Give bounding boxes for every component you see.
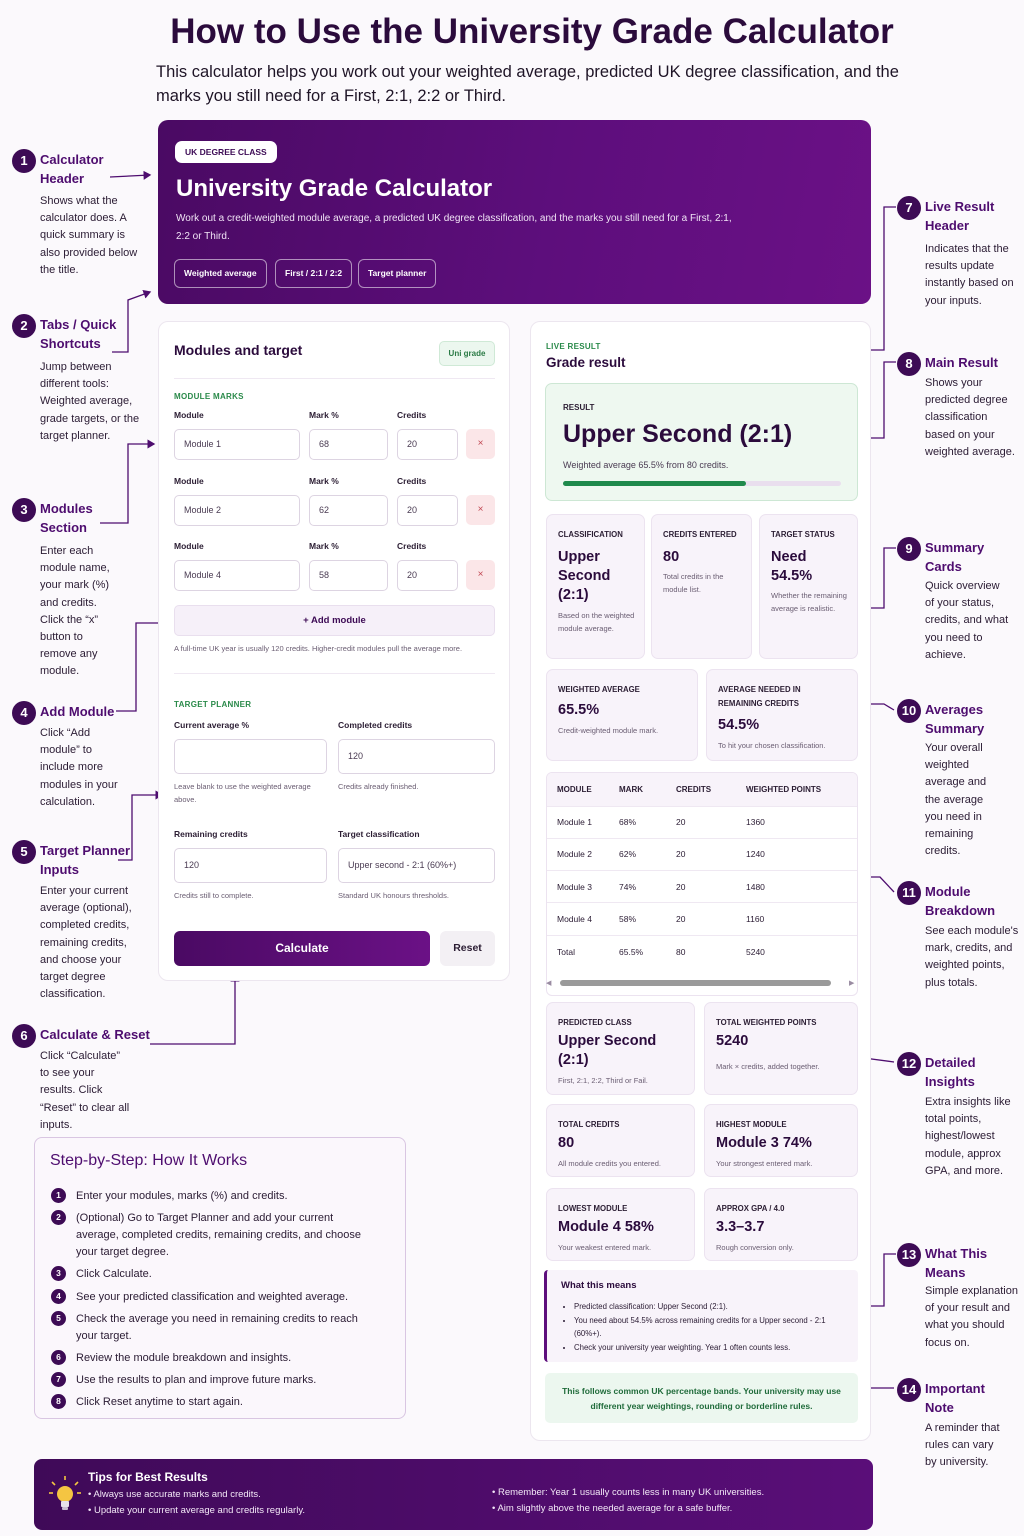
- insight-value: 3.3–3.7: [716, 1219, 765, 1235]
- current-average-hint: Leave blank to use the weighted average above.: [174, 782, 311, 804]
- summary-value: Need 54.5%: [771, 549, 813, 584]
- average-value: 65.5%: [558, 702, 600, 718]
- annotation-number: 8: [897, 352, 921, 376]
- annotation-title: Tabs / Quick Shortcuts: [40, 317, 117, 351]
- target-classification-select[interactable]: Upper second - 2:1 (60%+): [338, 848, 495, 883]
- annotation-number: 5: [12, 840, 36, 864]
- table-header-row: [547, 773, 857, 806]
- steps-title: Step-by-Step: How It Works: [50, 1152, 248, 1169]
- tab-grade-targets[interactable]: First / 2:1 / 2:2: [275, 259, 352, 288]
- how-it-works-panel: [34, 1137, 406, 1419]
- insight-note: Rough conversion only.: [716, 1243, 794, 1252]
- table-header: MARK: [619, 773, 676, 806]
- step-text: See your predicted classification and weighted average.: [76, 1291, 349, 1303]
- target-planner-kicker: TARGET PLANNER: [174, 700, 252, 709]
- connector-2: [112, 292, 150, 352]
- module-credits-input[interactable]: 20: [397, 495, 458, 526]
- meaning-title: What this means: [561, 1280, 637, 1291]
- step-text: Click Calculate.: [76, 1268, 152, 1280]
- step-number: 5: [51, 1311, 66, 1326]
- annotation-title: Main Result: [925, 355, 998, 370]
- summary-card-credits: [651, 514, 752, 659]
- table-row: [547, 903, 857, 935]
- step-text: Use the results to plan and improve future marks.: [76, 1374, 317, 1386]
- step-text: Click Reset anytime to start again.: [76, 1396, 243, 1408]
- weighted-average-card: [546, 669, 698, 761]
- insight-note: All module credits you entered.: [558, 1159, 661, 1168]
- table-cell: 58%: [619, 903, 676, 935]
- insight-note: First, 2:1, 2:2, Third or Fail.: [558, 1076, 648, 1085]
- table-cell: 1240: [746, 838, 857, 870]
- annotation-title: Modules Section: [40, 501, 93, 535]
- table-cell: 5240: [746, 935, 857, 967]
- needed-average-card: [706, 669, 858, 761]
- modules-panel-title: Modules and target: [174, 342, 303, 358]
- average-note: Credit-weighted module mark.: [558, 726, 659, 735]
- average-value: 54.5%: [718, 717, 760, 733]
- tips-banner: [34, 1459, 873, 1530]
- module-mark-input[interactable]: 62: [309, 495, 388, 526]
- live-result-kicker: LIVE RESULT: [546, 342, 601, 351]
- table-row-total: [547, 935, 857, 967]
- mark-label: Mark %: [309, 541, 339, 551]
- tip-item: • Update your current average and credits regularly.: [88, 1505, 306, 1516]
- insight-card: [546, 1002, 695, 1095]
- connector-1: [110, 175, 150, 177]
- annotation-number: 1: [12, 149, 36, 173]
- tab-target-planner[interactable]: Target planner: [358, 259, 436, 288]
- result-kicker: RESULT: [563, 403, 595, 412]
- table-cell: 62%: [619, 838, 676, 870]
- result-panel: [530, 321, 871, 1441]
- step-number: 7: [51, 1372, 66, 1387]
- step-number: 1: [51, 1188, 66, 1203]
- annotation-title: Live Result Header: [925, 199, 995, 233]
- target-classification-hint: Standard UK honours thresholds.: [338, 891, 449, 900]
- insight-note: Your strongest entered mark.: [716, 1159, 813, 1168]
- step-text: Check the average you need in remaining credits to reach your target.: [76, 1313, 358, 1342]
- average-kicker: WEIGHTED AVERAGE: [558, 685, 640, 694]
- annotation-title: Module Breakdown: [925, 884, 996, 918]
- annotation-number: 4: [12, 701, 36, 725]
- table-cell: 68%: [619, 806, 676, 838]
- table-header: WEIGHTED POINTS: [746, 773, 857, 806]
- annotation-number: 12: [897, 1052, 921, 1076]
- table-row: [547, 838, 857, 870]
- table-cell: 20: [676, 903, 746, 935]
- divider: [174, 673, 495, 674]
- insight-note: Mark × credits, added together.: [716, 1062, 820, 1071]
- result-progress-fill: [563, 481, 746, 486]
- mark-label: Mark %: [309, 476, 339, 486]
- connector-6: [150, 975, 235, 1044]
- annotation-number: 6: [12, 1024, 36, 1048]
- table-cell: Module 4: [547, 903, 619, 935]
- module-mark-input[interactable]: 58: [309, 560, 388, 591]
- remove-module-button[interactable]: ×: [466, 495, 495, 525]
- uni-grade-badge: Uni grade: [439, 341, 495, 366]
- credits-label: Credits: [397, 410, 427, 420]
- annotation-text: Enter each module name, your mark (%) and credits. Click the “x” button to remove any module.: [40, 545, 110, 678]
- annotation-text: Shows your predicted degree classification based on your weighted average.: [925, 377, 1015, 458]
- module-credits-input[interactable]: 20: [397, 429, 458, 460]
- insight-kicker: TOTAL WEIGHTED POINTS: [716, 1018, 817, 1027]
- table-header: MODULE: [547, 773, 619, 806]
- insight-card: [704, 1104, 858, 1177]
- annotation-text: Indicates that the results update instantly based on your inputs.: [925, 243, 1014, 307]
- annotation-title: Detailed Insights: [925, 1055, 976, 1089]
- summary-note: Total credits in the module list.: [663, 572, 724, 594]
- table-cell: Module 3: [547, 871, 619, 903]
- annotation-text: See each module's mark, credits, and weighted points, plus totals.: [925, 925, 1019, 989]
- hero-badge: UK DEGREE CLASS: [175, 141, 277, 163]
- module-label: Module: [174, 541, 204, 551]
- table-row: [547, 871, 857, 903]
- table-cell: 1480: [746, 871, 857, 903]
- annotation-text: Simple explanation of your result and what you should focus on.: [925, 1285, 1018, 1349]
- annotation-title: What This Means: [925, 1246, 988, 1280]
- insight-kicker: TOTAL CREDITS: [558, 1120, 620, 1129]
- module-label: Module: [174, 476, 204, 486]
- insight-card: [704, 1002, 858, 1095]
- insight-card: [546, 1104, 695, 1177]
- insight-card: [704, 1188, 858, 1261]
- insight-kicker: PREDICTED CLASS: [558, 1018, 632, 1027]
- annotation-number: 10: [897, 699, 921, 723]
- summary-note: Whether the remaining average is realistic.: [771, 591, 847, 613]
- credits-label: Credits: [397, 476, 427, 486]
- reset-button[interactable]: Reset: [440, 931, 495, 966]
- mark-label: Mark %: [309, 410, 339, 420]
- insight-value: Upper Second (2:1): [558, 1033, 657, 1068]
- step-number: 2: [51, 1210, 66, 1225]
- scroll-right-icon[interactable]: ▶: [849, 980, 855, 987]
- insight-value: 80: [558, 1135, 575, 1151]
- annotation-title: Target Planner Inputs: [40, 843, 131, 877]
- tip-item: • Remember: Year 1 usually counts less in many UK universities.: [492, 1487, 765, 1498]
- table-scrollbar[interactable]: [546, 977, 858, 989]
- summary-card-classification: [546, 514, 645, 659]
- annotation-title: Add Module: [40, 704, 115, 719]
- annotation-title: Calculate & Reset: [40, 1027, 150, 1042]
- annotation-text: A reminder that rules can vary by university.: [925, 1422, 1000, 1469]
- module-name-input[interactable]: Module 2: [174, 495, 300, 526]
- insight-kicker: HIGHEST MODULE: [716, 1120, 787, 1129]
- important-note-text: This follows common UK percentage bands. Your university may use different year weightings, rounding or borderline rules.: [562, 1386, 841, 1411]
- step-number: 8: [51, 1394, 66, 1409]
- annotation-number: 11: [897, 881, 921, 905]
- module-breakdown-table: [546, 772, 858, 996]
- step-text: (Optional) Go to Target Planner and add your current average, completed credits, remaining credits, and choose your target degree.: [76, 1212, 361, 1258]
- insight-value: Module 3 74%: [716, 1135, 812, 1151]
- table-header: CREDITS: [676, 773, 746, 806]
- current-average-input[interactable]: [174, 739, 327, 774]
- summary-value: Upper Second (2:1): [558, 549, 611, 603]
- connector-3: [100, 444, 154, 523]
- result-progress-track: [563, 481, 841, 486]
- important-note: [545, 1373, 858, 1423]
- meaning-item: • Predicted classification: Upper Second (2:1).: [574, 1300, 844, 1314]
- annotation-title: Summary Cards: [925, 540, 985, 574]
- add-module-hint: A full-time UK year is usually 120 credits. Higher-credit modules pull the average more.: [174, 644, 463, 653]
- annotation-text: Jump between different tools: Weighted average, grade targets, or the target planner.: [40, 361, 140, 442]
- summary-card-target-status: [759, 514, 858, 659]
- summary-kicker: TARGET STATUS: [771, 530, 835, 539]
- add-module-button[interactable]: + Add module: [174, 605, 495, 636]
- average-kicker: AVERAGE NEEDED IN REMAINING CREDITS: [718, 685, 801, 708]
- table-cell: Module 2: [547, 838, 619, 870]
- summary-note: Based on the weighted module average.: [558, 611, 635, 633]
- modules-panel: [158, 321, 510, 981]
- meaning-item: • Check your university year weighting. Year 1 often counts less.: [574, 1341, 844, 1355]
- credits-label: Credits: [397, 541, 427, 551]
- tip-item: • Aim slightly above the needed average for a safe buffer.: [492, 1503, 733, 1514]
- module-name-input[interactable]: Module 4: [174, 560, 300, 591]
- table-cell: 1160: [746, 903, 857, 935]
- tips-title: Tips for Best Results: [88, 1470, 208, 1484]
- annotation-text: Click “Add module” to include more modules in your calculation.: [40, 727, 118, 808]
- connector-5: [118, 795, 162, 860]
- module-credits-input[interactable]: 20: [397, 560, 458, 591]
- hero-title: University Grade Calculator: [176, 175, 493, 202]
- completed-credits-input[interactable]: 120: [338, 739, 495, 774]
- what-this-means-card: [544, 1270, 858, 1362]
- remaining-credits-label: Remaining credits: [174, 829, 248, 839]
- tip-item: • Always use accurate marks and credits.: [88, 1489, 261, 1500]
- annotation-text: Enter your current average (optional), completed credits, remaining credits, and choose your target degree classification.: [40, 885, 132, 1001]
- target-classification-label: Target classification: [338, 829, 420, 839]
- table-cell: 65.5%: [619, 935, 676, 967]
- module-name-input[interactable]: Module 1: [174, 429, 300, 460]
- tab-weighted-average[interactable]: Weighted average: [174, 259, 267, 288]
- remaining-credits-input[interactable]: 120: [174, 848, 327, 883]
- annotation-text: Click “Calculate” to see your results. Click “Reset” to clear all inputs.: [40, 1050, 130, 1131]
- page-title: How to Use the University Grade Calculator: [170, 12, 894, 51]
- annotation-number: 14: [897, 1378, 921, 1402]
- module-marks-kicker: MODULE MARKS: [174, 392, 244, 401]
- step-number: 6: [51, 1350, 66, 1365]
- step-text: Enter your modules, marks (%) and credits.: [76, 1190, 288, 1202]
- insight-value: Module 4 58%: [558, 1219, 654, 1235]
- average-note: To hit your chosen classification.: [718, 741, 826, 750]
- hero-description: Work out a credit-weighted module average, a predicted UK degree classification, and the marks you still need for a First, 2:1, 2:2 or Third.: [176, 213, 732, 242]
- scroll-left-icon[interactable]: ◀: [546, 980, 552, 987]
- table-cell: 80: [676, 935, 746, 967]
- module-mark-input[interactable]: 68: [309, 429, 388, 460]
- insight-note: Your weakest entered mark.: [558, 1243, 652, 1252]
- insight-kicker: APPROX GPA / 4.0: [716, 1204, 785, 1213]
- annotation-title: Calculator Header: [40, 152, 104, 186]
- annotation-number: 3: [12, 498, 36, 522]
- table-cell: 20: [676, 838, 746, 870]
- divider: [174, 378, 495, 379]
- meaning-item: • You need about 54.5% across remaining credits for a Upper second - 2:1 (60%+).: [574, 1314, 844, 1341]
- table-cell: 1360: [746, 806, 857, 838]
- summary-kicker: CREDITS ENTERED: [663, 530, 737, 539]
- insight-value: 5240: [716, 1033, 749, 1049]
- table-cell: 20: [676, 806, 746, 838]
- annotation-title: Important Note: [925, 1381, 985, 1415]
- calculate-button[interactable]: Calculate: [174, 931, 430, 966]
- summary-value: 80: [663, 549, 680, 565]
- table-row: [547, 806, 857, 838]
- page-intro: This calculator helps you work out your weighted average, predicted UK degree classification, and the marks you still need for a First, 2:1, 2:2 or Third.: [156, 63, 899, 105]
- module-label: Module: [174, 410, 204, 420]
- annotation-text: Quick overview of your status, credits, and what you need to achieve.: [925, 580, 1009, 661]
- summary-kicker: CLASSIFICATION: [558, 530, 623, 539]
- remove-module-button[interactable]: ×: [466, 429, 495, 459]
- completed-credits-label: Completed credits: [338, 720, 413, 730]
- table-cell: Total: [547, 935, 619, 967]
- main-result-card: [545, 383, 858, 501]
- annotation-text: Extra insights like total points, highest/lowest module, approx GPA, and more.: [925, 1096, 1011, 1177]
- annotation-number: 7: [897, 196, 921, 220]
- remaining-credits-hint: Credits still to complete.: [174, 891, 254, 900]
- scrollbar-thumb[interactable]: [560, 980, 831, 986]
- step-number: 3: [51, 1266, 66, 1281]
- table-cell: Module 1: [547, 806, 619, 838]
- grade-result-title: Grade result: [546, 355, 626, 370]
- annotation-number: 9: [897, 537, 921, 561]
- result-note: Weighted average 65.5% from 80 credits.: [563, 460, 729, 470]
- completed-credits-hint: Credits already finished.: [338, 782, 419, 791]
- annotation-text: Shows what the calculator does. A quick summary is also provided below the title.: [40, 195, 138, 276]
- result-classification: Upper Second (2:1): [563, 420, 793, 448]
- calculator-header: [158, 120, 871, 304]
- annotation-number: 13: [897, 1243, 921, 1267]
- insight-kicker: LOWEST MODULE: [558, 1204, 628, 1213]
- insight-card: [546, 1188, 695, 1261]
- current-average-label: Current average %: [174, 720, 250, 730]
- annotation-text: Your overall weighted average and the average you need in remaining credits.: [925, 742, 987, 858]
- annotation-number: 2: [12, 314, 36, 338]
- step-text: Review the module breakdown and insights.: [76, 1352, 292, 1364]
- annotation-title: Averages Summary: [925, 702, 985, 736]
- table-cell: 74%: [619, 871, 676, 903]
- remove-module-button[interactable]: ×: [466, 560, 495, 590]
- step-number: 4: [51, 1289, 66, 1304]
- table-cell: 20: [676, 871, 746, 903]
- lightbulb-icon: [48, 1475, 82, 1513]
